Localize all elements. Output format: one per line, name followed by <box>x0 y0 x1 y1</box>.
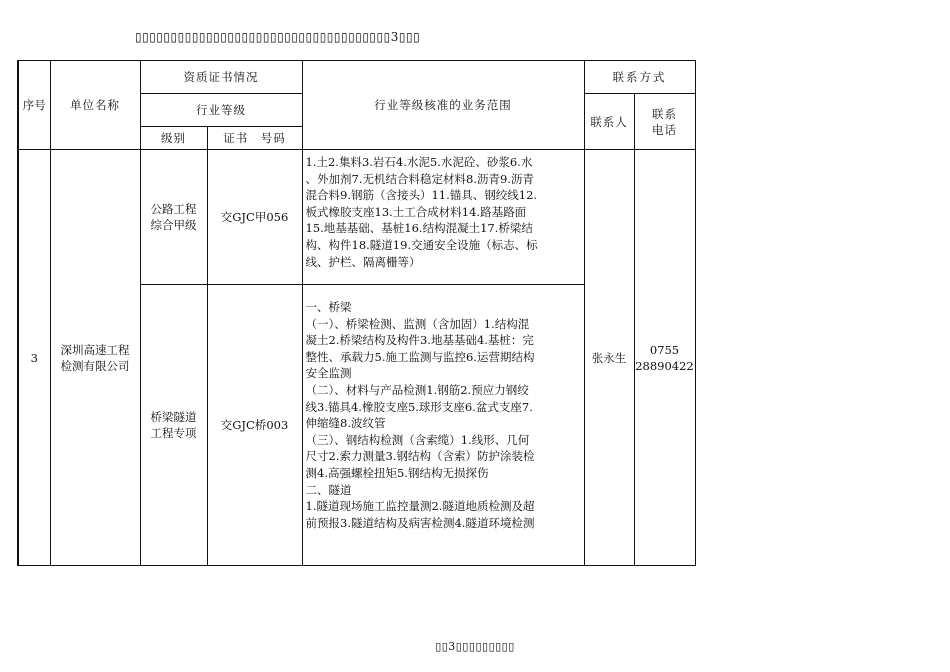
header-contact: 联系方式 <box>584 61 695 94</box>
document-title: ▯▯▯▯▯▯▯▯▯▯▯▯▯▯▯▯▯▯▯▯▯▯▯▯▯▯▯▯▯▯▯▯▯▯▯▯3▯▯▯ <box>135 30 421 44</box>
page-footer: ▯▯3▯▯▯▯▯▯▯▯▯ <box>435 640 515 653</box>
header-row-1 <box>18 61 695 94</box>
table-row <box>18 150 695 285</box>
cert-scope: 1.土2.集料3.岩石4.水泥5.水泥砼、砂浆6.水 、外加剂7.无机结合料稳定材料8.沥青9.沥青 混合料9.钢筋（含接头）11.锚具、钢绞线12. 板式橡胶支座13.土工合成材料14.路基路面 15.地基基础、基桩16.结构混凝土17.桥梁结 构、构件18.隧道19.交通安全设施（标志、标 线、护栏、隔离栅等） <box>302 150 584 285</box>
header-cert-number: 证书 号码 <box>207 127 302 150</box>
row-unit-name: 深圳高速工程 检测有限公司 <box>50 150 140 566</box>
cert-scope: 一、桥梁 （一）、桥梁检测、监测（含加固）1.结构混 凝土2.桥梁结构及构件3.地基基础4.基桩：完 整性、承载力5.施工监测与监控6.运营期结构 安全监测 （二）、材料与产品检测1.钢筋2.预应力钢绞 线3.锚具4.橡胶支座5.球形支座6.盆式支座7. 伸缩缝8.波纹管 （三）、钢结构检测（含索缆）1.线形、几何 尺寸2.索力测量3.钢结构（含索）防护涂装检 测4.高强螺栓扭矩5.钢结构无损探伤 二、隧道 1.隧道现场施工监控量测2.隧道地质检测及超 前预报3.隧道结构及病害检测4.隧道环境检测 <box>302 285 584 566</box>
cert-level: 公路工程 综合甲级 <box>140 150 207 285</box>
cert-number: 交GJC桥003 <box>207 285 302 566</box>
header-contact-person: 联系人 <box>584 94 634 150</box>
header-cert-info: 资质证书情况 <box>140 61 302 94</box>
header-seq: 序号 <box>18 61 50 150</box>
contact-phone: 0755 28890422 <box>634 150 695 566</box>
cert-number: 交GJC甲056 <box>207 150 302 285</box>
header-industry-level: 行业等级 <box>140 94 302 127</box>
header-unit-name: 单位名称 <box>50 61 140 150</box>
contact-person: 张永生 <box>584 150 634 566</box>
header-scope: 行业等级核准的业务范围 <box>302 61 584 150</box>
row-seq: 3 <box>18 150 50 566</box>
header-level: 级别 <box>140 127 207 150</box>
qualification-table <box>17 60 696 566</box>
header-contact-phone: 联系 电话 <box>634 94 695 150</box>
cert-level: 桥梁隧道 工程专项 <box>140 285 207 566</box>
